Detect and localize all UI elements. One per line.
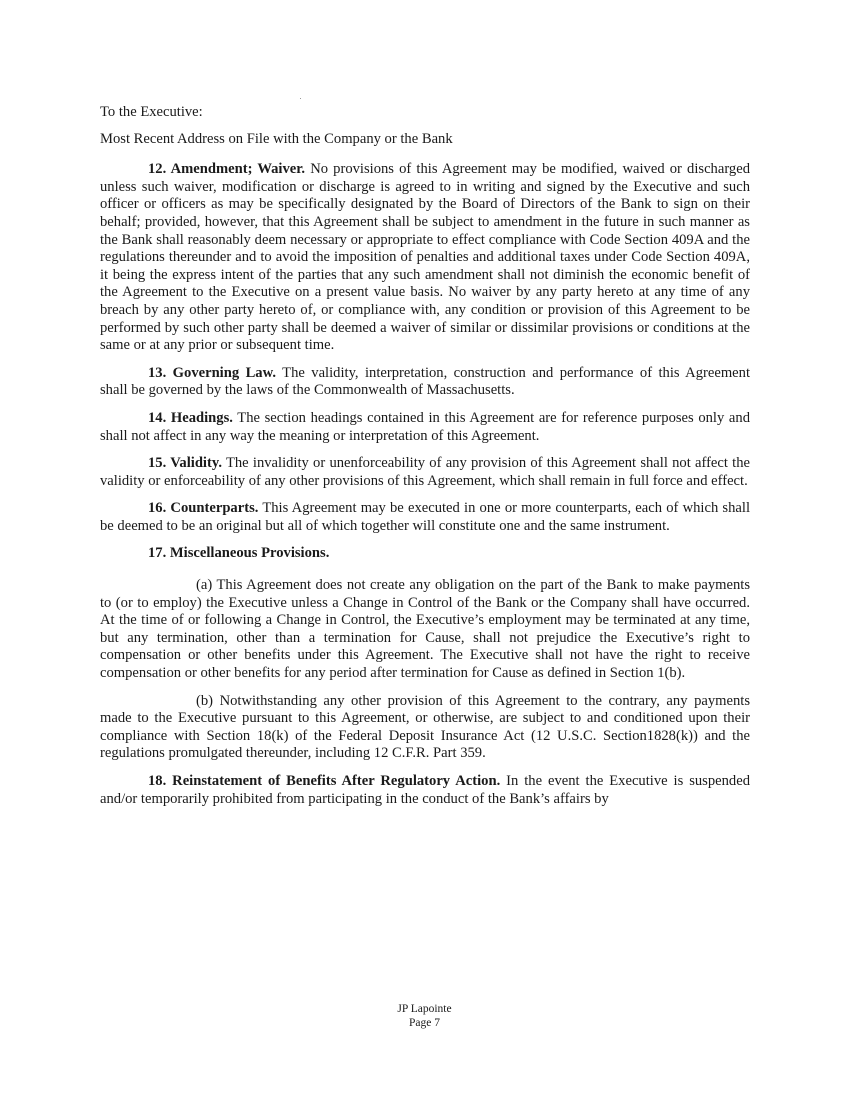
- section-18-heading: 18. Reinstatement of Benefits After Regulatory Action.: [148, 773, 501, 789]
- section-15-heading: 15. Validity.: [148, 455, 222, 472]
- section-12-text: No provisions of this Agreement may be modified, waived or discharged unless such waiver, modification or discharge is agreed to in writing and signed by the Executive and such officer or officers as may be specifically designated by the Board of Directors of the Bank to sign on their behalf; provided, however, that this Agreement shall be subject to amendment in the future in such manner as the Bank shall reasonably deem necessary or appropriate to effect compliance with Code Section 409A and the regulations thereunder and to avoid the imposition of penalties and additional taxes under Code Section 409A, it being the express intent of the parties that any such amendment shall not diminish the economic benefit of the Agreement to the Executive on a present value basis. No waiver by any party hereto at any time of any breach by any other party hereto of, or compliance with, any condition or provision of this Agreement to be performed by such other party shall be deemed a waiver of similar or dissimilar provisions or conditions at the same or at any prior or subsequent time.: [100, 161, 751, 354]
- address-line: Most Recent Address on File with the Company or the Bank: [100, 130, 453, 147]
- section-12-heading: 12. Amendment; Waiver.: [148, 161, 306, 178]
- section-16-text: This Agreement may be executed in one or more counterparts, each of which shall be deemed to be an original but all of which together will constitute one and the same instrument.: [100, 500, 750, 534]
- subsection-17b: (b) Notwithstanding any other provision of this Agreement to the contrary, any payments made to the Executive pursuant to this Agreement, or otherwise, are subject to and conditioned upon their compliance with Section 18(k) of the Federal Deposit Insurance Act (12 U.S.C. Section1828(k)) and the regulations promulgated thereunder, including 12 C.F.R. Part 359.: [100, 692, 750, 762]
- section-15: [100, 455, 750, 490]
- section-13-heading: 13. Governing Law.: [148, 364, 276, 381]
- section-13: [100, 365, 750, 400]
- section-15-text: The invalidity or unenforceability of any provision of this Agreement shall not affect the validity or enforceability of any other provisions of this Agreement, which shall remain in full force and effect.: [100, 455, 751, 489]
- section-14: [100, 410, 750, 445]
- section-18: [100, 773, 750, 808]
- section-14-heading: 14. Headings.: [148, 409, 233, 426]
- recipient-line: To the Executive:: [100, 104, 203, 120]
- page-footer: [0, 1003, 849, 1030]
- footer-page-number: Page 7: [409, 1016, 440, 1029]
- document-body: [100, 104, 750, 818]
- section-14-text: The section headings contained in this Agreement are for reference purposes only and shall not affect in any way the meaning or interpretation of this Agreement.: [100, 409, 750, 444]
- section-17: [100, 545, 750, 563]
- section-16-heading: 16. Counterparts.: [148, 500, 259, 517]
- section-12: [100, 161, 750, 355]
- scan-speck: [300, 98, 301, 99]
- section-13-text: The validity, interpretation, construction and performance of this Agreement shall be governed by the laws of the Commonwealth of Massachusetts.: [100, 364, 751, 399]
- section-16: [100, 500, 750, 535]
- footer-name: JP Lapointe: [397, 1003, 452, 1015]
- section-17-heading: 17. Miscellaneous Provisions.: [148, 545, 330, 562]
- section-18-text: In the event the Executive is suspended and/or temporarily prohibited from participating in the conduct of the Bank’s affairs by: [100, 773, 750, 807]
- subsection-17a: (a) This Agreement does not create any obligation on the part of the Bank to make payments to (or to employ) the Executive unless a Change in Control of the Bank or the Company shall have occurred. At the time of or following a Change in Control, the Executive’s employment may be terminated at any time, but any termination, other than a termination for Cause, shall not prejudice the Executive’s right to compensation or other benefits under this Agreement. The Executive shall not have the right to receive compensation or other benefits for any period after termination for Cause as defined in Section 1(b).: [100, 577, 750, 682]
